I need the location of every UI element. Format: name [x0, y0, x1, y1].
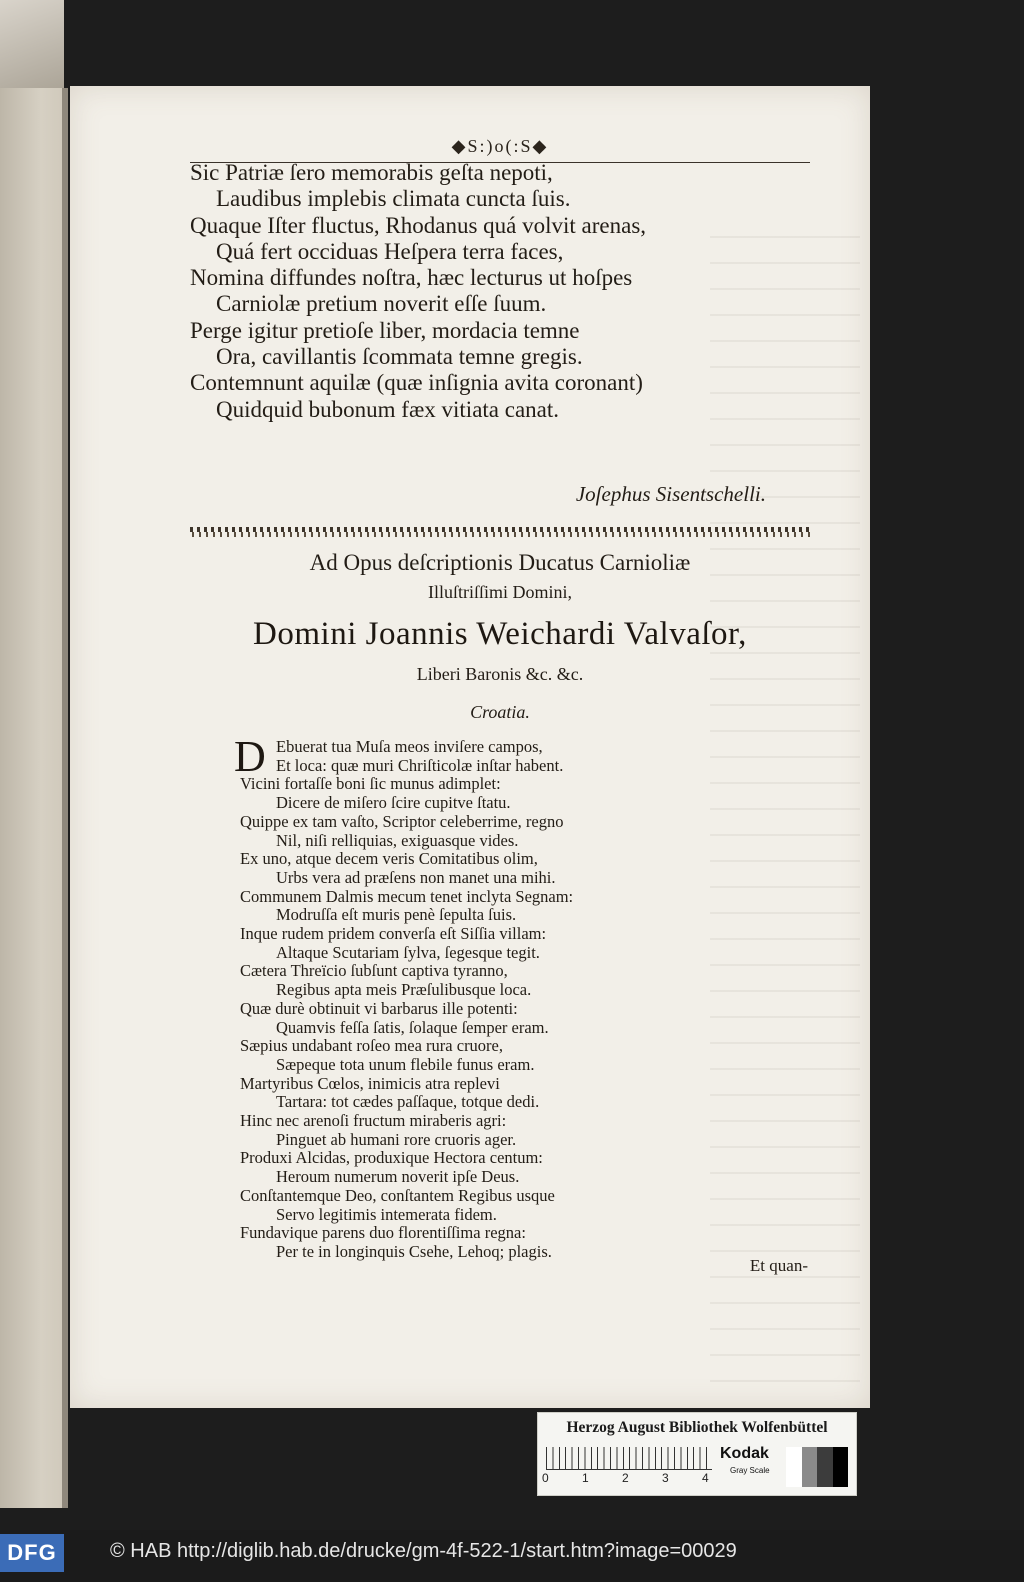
kodak-label: Kodak — [720, 1445, 769, 1462]
poem-line: Quidquid bubonum fæx vitiata canat. — [216, 396, 560, 422]
poem-line: Modruſſa eſt muris penè ſepulta ſuis. — [276, 905, 517, 925]
poem-line: Tartara: tot cædes paſſaque, totque dedi. — [276, 1092, 540, 1112]
poem-line: Communem Dalmis mecum tenet inclyta Segnam: — [240, 886, 574, 906]
adjacent-page-corner — [0, 0, 64, 92]
scale-ruler — [546, 1447, 712, 1470]
poem-croatia — [240, 738, 760, 1262]
poem-line: Nomina diffundes noſtra, hæc lecturus ut hoſpes — [190, 265, 633, 291]
poem-line: Ex uno, atque decem veris Comitatibus olim, — [240, 849, 538, 869]
poem-line: Quá fert occiduas Heſpera terra faces, — [216, 238, 564, 264]
poem-line: Inque rudem pridem converſa eſt Siſſia villam: — [240, 924, 547, 944]
copyright-link[interactable]: © HAB http://diglib.hab.de/drucke/gm-4f-522-1/start.htm?image=00029 — [110, 1540, 737, 1562]
poem-line: Per te in longinquis Csehe, Lehoq; plagis. — [276, 1241, 552, 1261]
signature: Joſephus Sisentschelli. — [575, 482, 766, 506]
dfg-logo: DFG — [0, 1534, 64, 1572]
poem-line: Urbs vera ad præſens non manet una mihi. — [276, 867, 556, 887]
poem-line: Altaque Scutariam ſylva, ſegesque tegit. — [276, 942, 540, 962]
poem-line: Heroum numerum noverit ipſe Deus. — [276, 1167, 520, 1187]
poem-line: Fundavique parens duo florentiſſima regna: — [240, 1223, 526, 1243]
poem-line: Servo legitimis intemerata fidem. — [276, 1204, 497, 1224]
poem-line: Ebuerat tua Muſa meos inviſere campos, — [276, 737, 543, 756]
gray-swatch — [817, 1447, 833, 1487]
grayscale-label: Gray Scale — [730, 1466, 770, 1475]
heading-name: Domini Joannis Weichardi Valvaſor, — [253, 616, 747, 652]
library-name: Herzog August Bibliothek Wolfenbüttel — [566, 1419, 828, 1436]
ruler-number: 0 — [542, 1471, 549, 1485]
gray-swatch — [802, 1447, 818, 1487]
poem-line: Sæpeque tota unum flebile funus eram. — [276, 1054, 535, 1074]
poem-line: Nil, niſi relliquias, exiguasque vides. — [276, 830, 519, 850]
adjacent-page-edge — [0, 88, 68, 1508]
poem-line: Pinguet ab humani rore cruoris ager. — [276, 1129, 517, 1149]
ruler-number: 1 — [582, 1471, 589, 1485]
scanned-page — [70, 86, 870, 1408]
poem-line: Dicere de miſero ſcire cupitve ſtatu. — [276, 793, 511, 813]
poem-line: Hinc nec arenoſi fructum miraberis agri: — [240, 1111, 507, 1131]
poem-line: Laudibus implebis climata cuncta ſuis. — [216, 186, 571, 212]
poem-line: Vicini fortaſſe boni ſic munus adimplet: — [240, 774, 501, 794]
poem-line: Ora, cavillantis ſcommata temne gregis. — [216, 344, 583, 370]
ruler-number: 4 — [702, 1471, 709, 1485]
gray-swatch — [786, 1447, 802, 1487]
ornamental-divider — [190, 527, 812, 537]
color-reference-card — [537, 1412, 857, 1496]
poem-line: Cætera Threïcio ſubſunt captiva tyranno, — [240, 961, 508, 981]
poem-line: Regibus apta meis Præſulibusque loca. — [276, 980, 532, 1000]
drop-cap: D — [234, 732, 266, 781]
ruler-number: 2 — [622, 1471, 629, 1485]
poem-line: Carniolæ pretium noverit eſſe ſuum. — [216, 291, 547, 317]
ruler-number: 3 — [662, 1471, 669, 1485]
poem-line: Contemnunt aquilæ (quæ inſignia avita coronant) — [190, 370, 643, 396]
poem-line: Quaque Iſter fluctus, Rhodanus quá volvit arenas, — [190, 212, 647, 238]
poem-line: Sæpius undabant roſeo mea rura cruore, — [240, 1036, 504, 1056]
poem-line: Quippe ex tam vaſto, Scriptor celeberrime, regno — [240, 811, 564, 831]
header-ornament: ◆S:)o(:S◆ — [451, 136, 549, 156]
catchword: Et quan- — [749, 1256, 808, 1275]
poem-line: Produxi Alcidas, produxique Hectora centum: — [240, 1148, 543, 1168]
poem-line: Sic Patriæ ſero memorabis geſta nepoti, — [190, 160, 553, 185]
poem-line: Martyribus Cœlos, inimicis atra replevi — [240, 1073, 500, 1093]
poem-line: Perge igitur pretioſe liber, mordacia temne — [190, 317, 580, 343]
footer-bar — [0, 1530, 1024, 1582]
poem-line: Conſtantemque Deo, conſtantem Regibus usque — [240, 1185, 555, 1205]
gray-swatch — [833, 1447, 849, 1487]
poem-line: Et loca: quæ muri Chriſticolæ inſtar habent. — [276, 755, 564, 775]
heading-address: Illuſtriſſimi Domini, — [428, 582, 572, 602]
heading-croatia: Croatia. — [470, 702, 530, 722]
poem-line: Quæ durè obtinuit vi barbarus ille potenti: — [240, 998, 518, 1018]
gray-swatches — [786, 1447, 848, 1487]
heading-title: Liberi Baronis &c. &c. — [416, 664, 584, 684]
poem-line: Quamvis feſſa ſatis, ſolaque ſemper eram. — [276, 1017, 549, 1037]
ruler-numbers — [542, 1471, 722, 1487]
heading-dedication: Ad Opus deſcriptionis Ducatus Carnioliæ — [309, 550, 691, 575]
poem-dedication — [190, 160, 810, 423]
